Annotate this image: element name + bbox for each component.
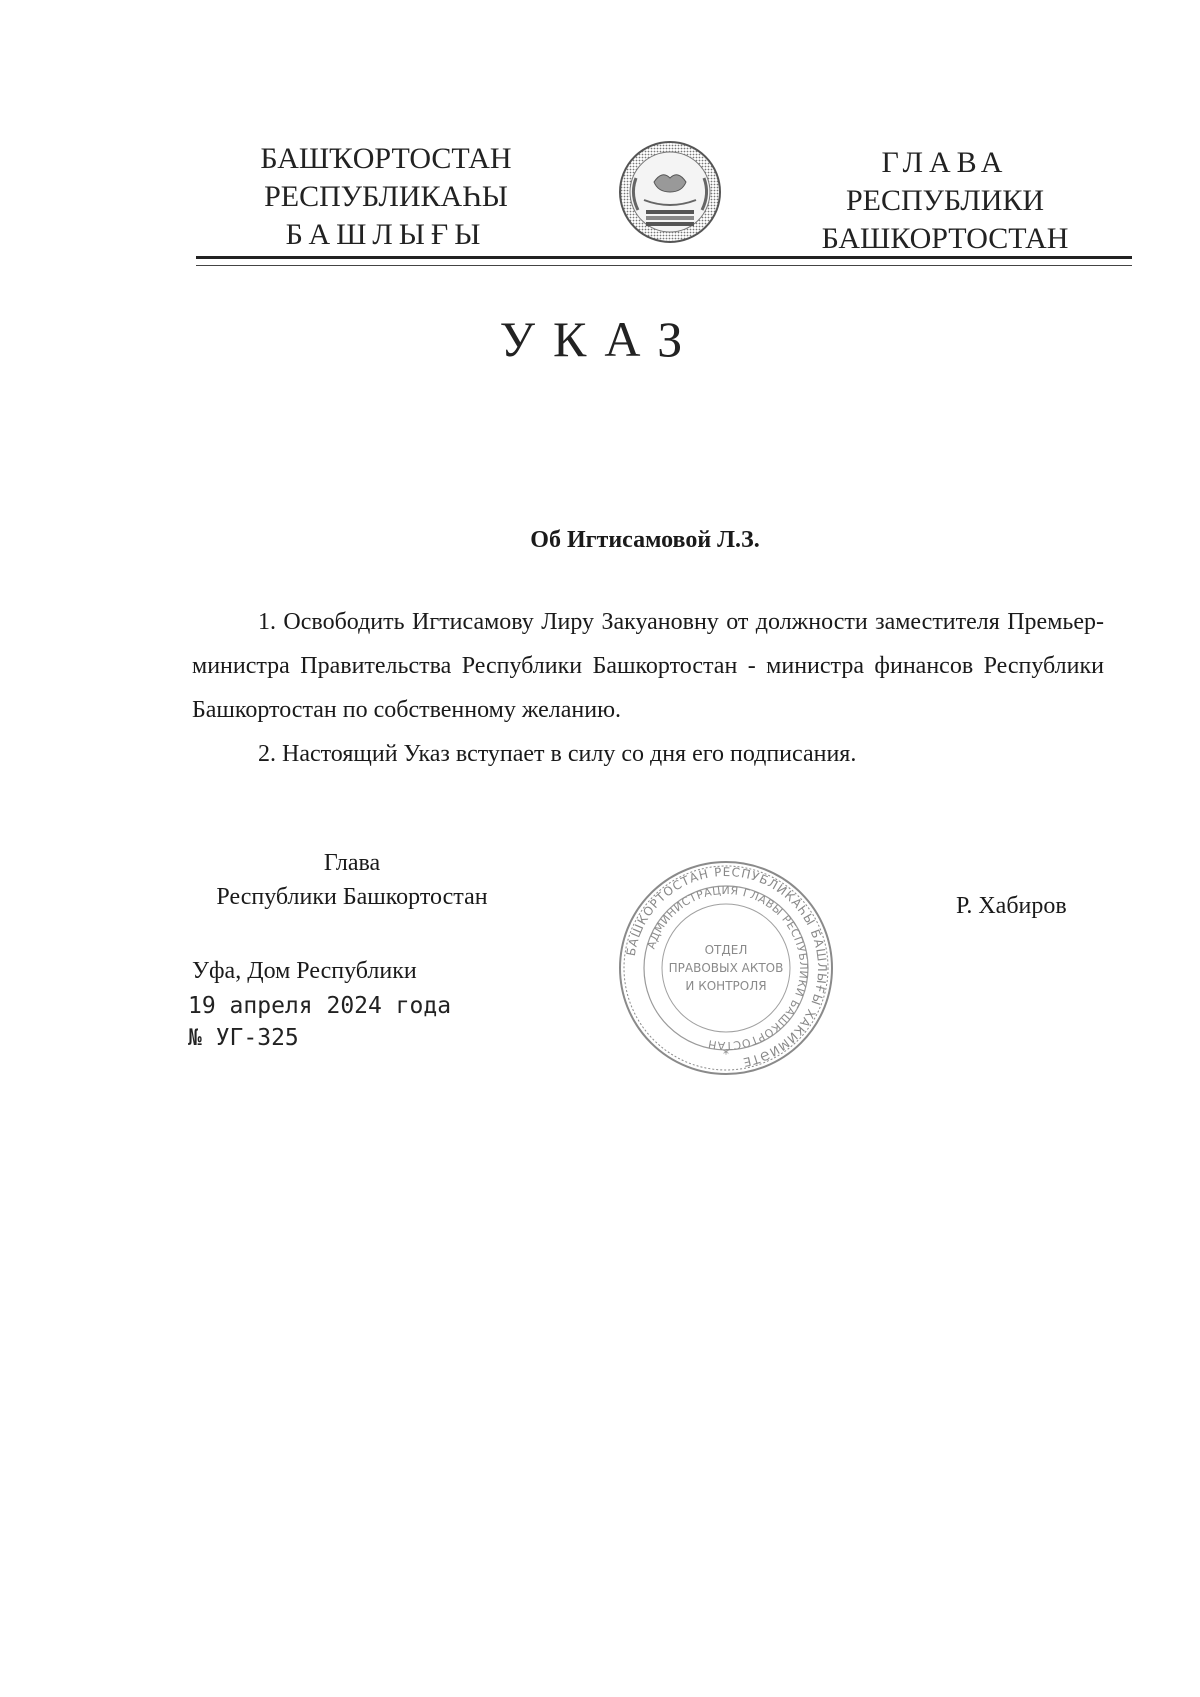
- document-body: [192, 600, 1104, 776]
- header-left: [236, 140, 536, 254]
- paragraph-1: 1. Освободить Игтисамову Лиру Закуановну от должности заместителя Премьер-министра Правительства Республики Башкортостан - министра финансов Республики Башкортостан по собственному желанию.: [192, 609, 1104, 723]
- header-left-line-1: БАШҠОРТОСТАН: [260, 142, 512, 175]
- coat-of-arms-emblem: [614, 138, 726, 250]
- issue-date-block: [188, 990, 451, 1054]
- header-left-line-2: РЕСПУБЛИКАҺЫ: [264, 180, 508, 213]
- header-left-line-3: БАШЛЫҒЫ: [285, 218, 487, 251]
- header-right-line-2: РЕСПУБЛИКИ: [845, 184, 1045, 217]
- issue-date: 19 апреля 2024 года: [188, 993, 452, 1019]
- signatory-title: [192, 846, 512, 914]
- issue-place: Уфа, Дом Республики: [192, 958, 417, 984]
- header-right-line-3: БАШКОРТОСТАН: [821, 222, 1069, 255]
- header-divider-thin: [196, 265, 1132, 266]
- stamp-star-icon: *: [723, 1047, 729, 1061]
- stamp-center-line-2: ПРАВОВЫХ АКТОВ: [668, 961, 784, 975]
- header-right-line-1: ГЛАВА: [881, 146, 1009, 179]
- stamp-inner-text: АДМИНИСТРАЦИЯ ГЛАВЫ РЕСПУБЛИКИ БАШКОРТОСТАН: [644, 883, 811, 1053]
- stamp-center-line-3: И КОНТРОЛЯ: [685, 979, 767, 993]
- document-subject: Об Игтисамовой Л.З.: [530, 527, 760, 553]
- stamp-center-line-1: ОТДЕЛ: [704, 943, 748, 957]
- signatory-title-line-2: Республики Башкортостан: [216, 884, 488, 910]
- signatory-title-line-1: Глава: [323, 850, 381, 876]
- document-number: № УГ-325: [188, 1025, 299, 1051]
- header-right: [800, 144, 1090, 258]
- official-stamp: [616, 858, 836, 1078]
- signatory-name: Р. Хабиров: [956, 893, 1067, 919]
- stamp-outer-text: БАШКОРТОСТАН РЕСПУБЛИКАҺЫ БАШЛЫҒЫ ХАКИМИӘТЕ: [623, 864, 830, 1070]
- paragraph-2: 2. Настоящий Указ вступает в силу со дня его подписания.: [258, 741, 857, 767]
- document-title: УКАЗ: [499, 311, 701, 367]
- header-divider-thick: [196, 256, 1132, 259]
